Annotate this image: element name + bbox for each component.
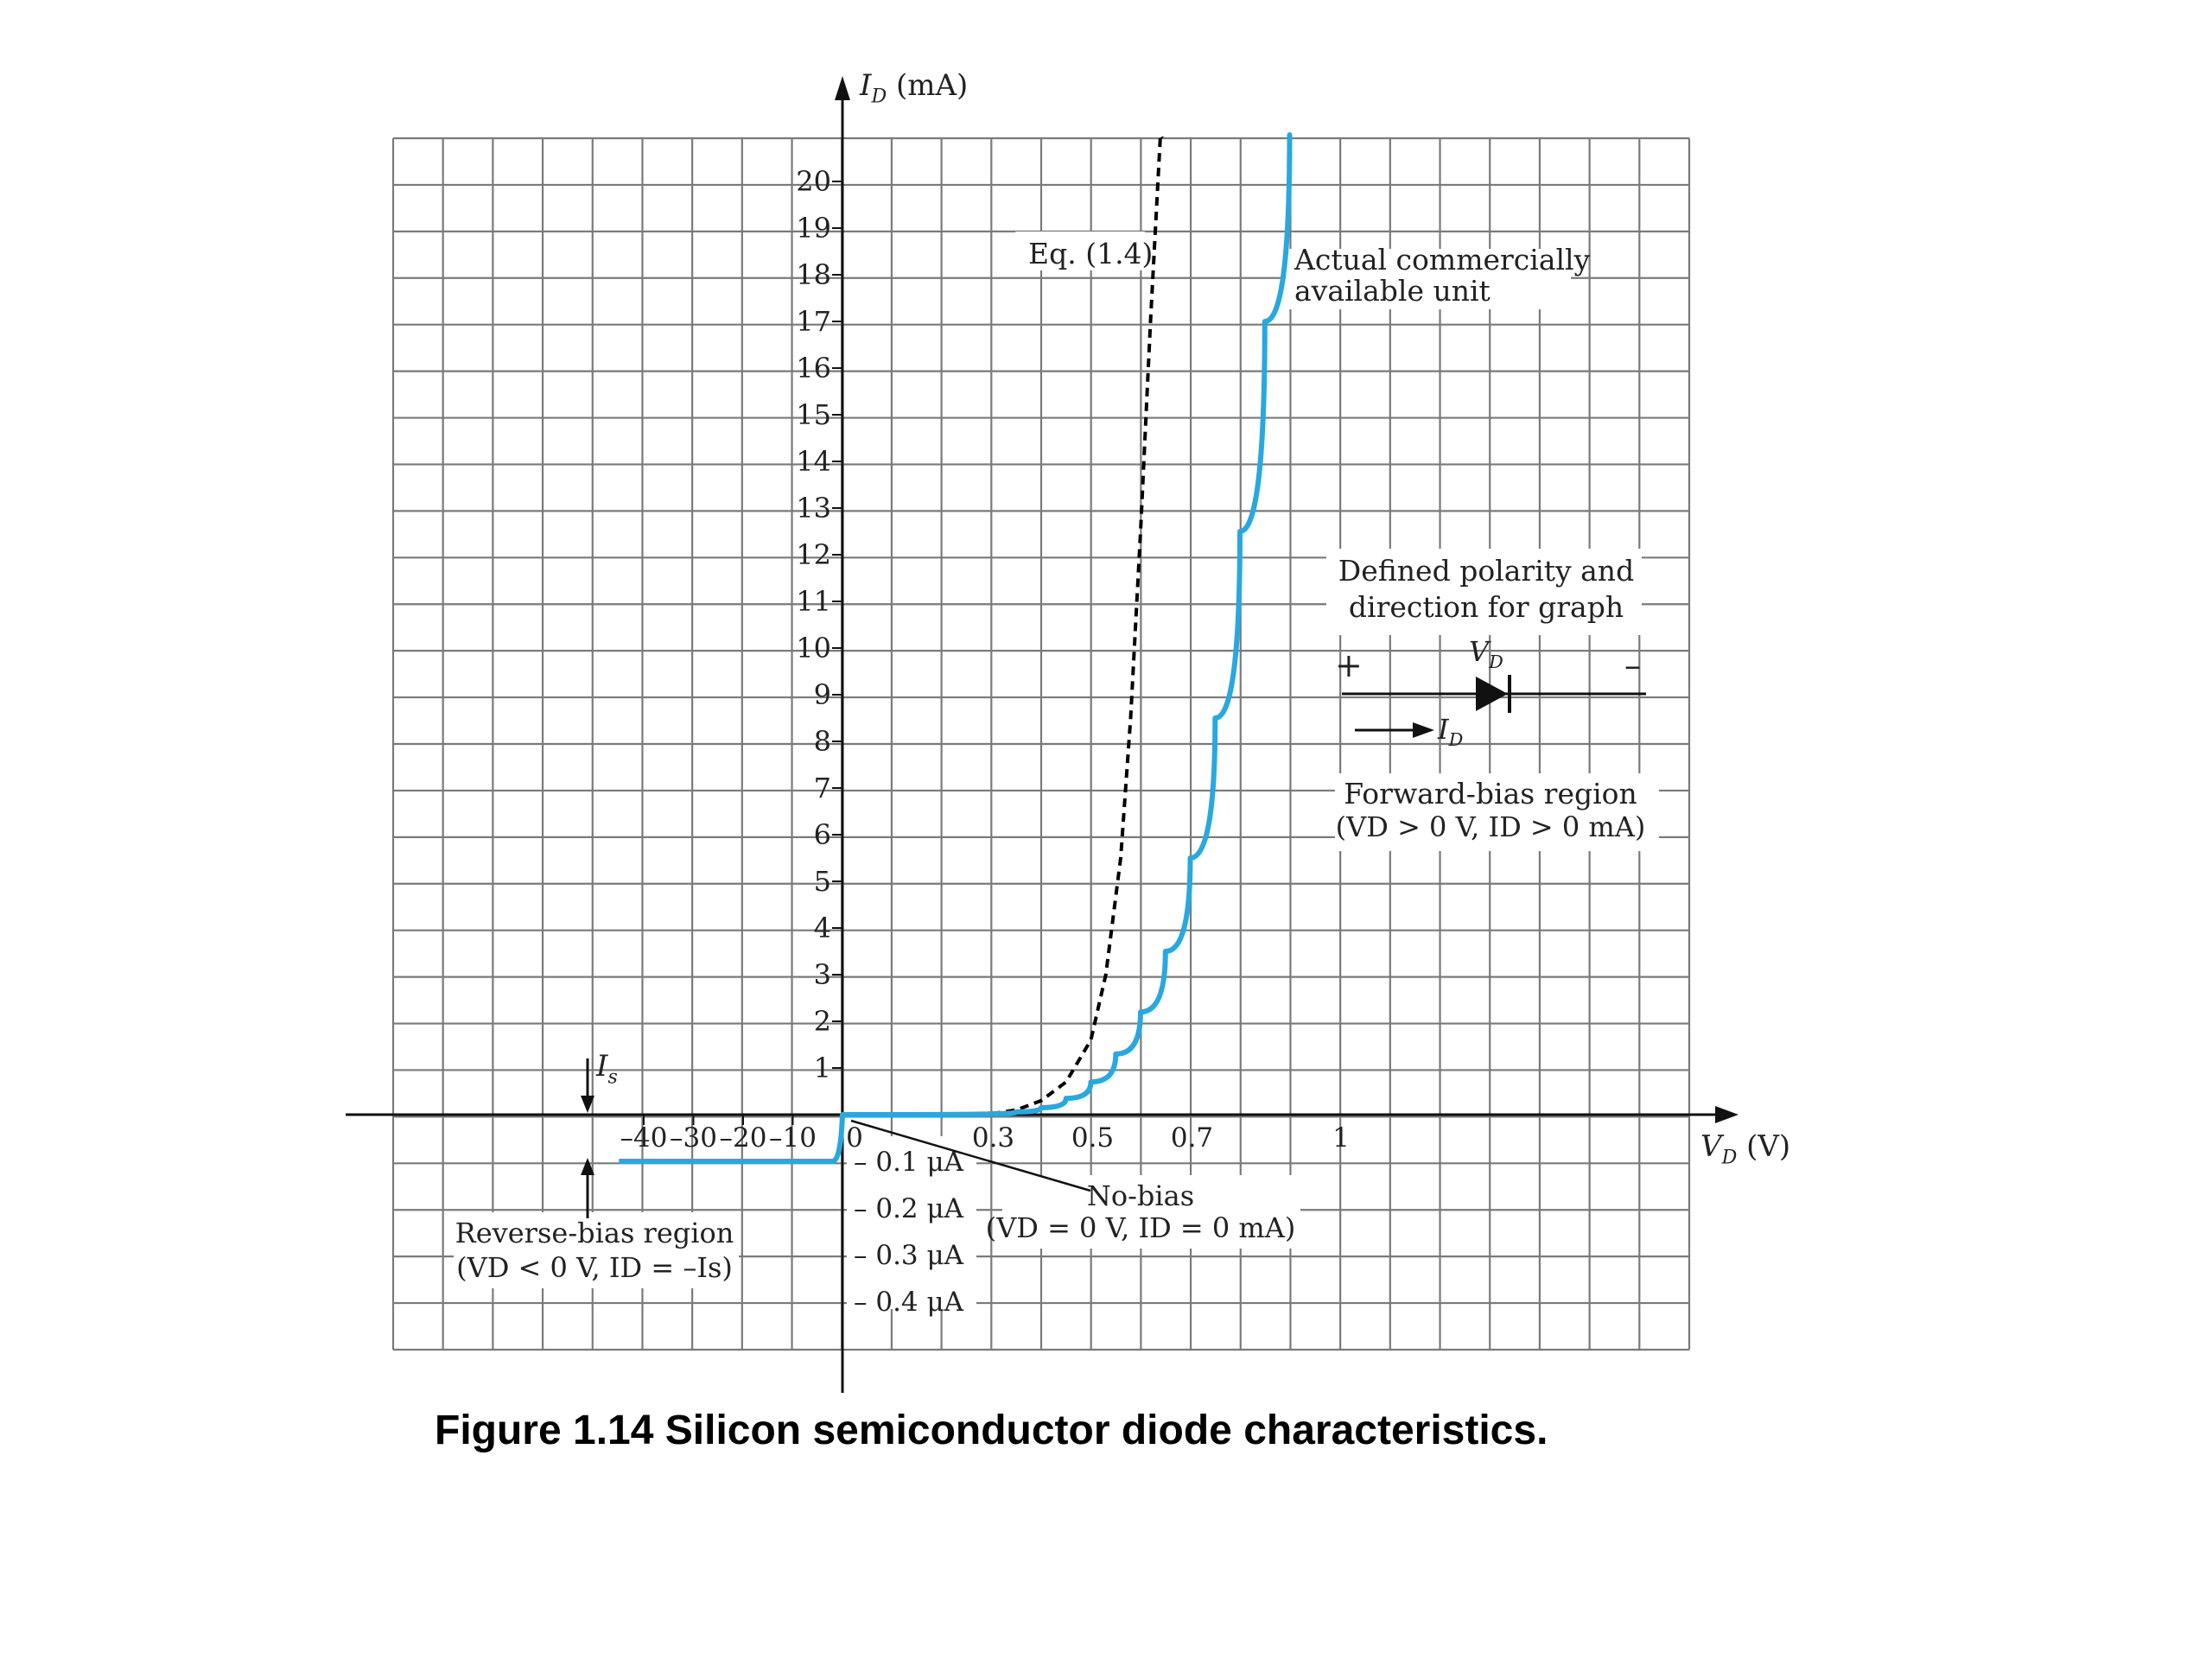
reverse-bias-label-line1: Reverse-bias region (454, 1217, 734, 1249)
y-tick-label: 7 (813, 772, 831, 804)
series-eq-1-4-curve (992, 135, 1163, 1114)
no-bias-label-line1: No-bias (1086, 1179, 1195, 1212)
y-tick-label: 12 (796, 538, 831, 571)
x-pos-tick-label: 0 (846, 1122, 863, 1154)
x-pos-tick-label: 1 (1332, 1122, 1350, 1154)
y-tick-label: 14 (796, 445, 831, 478)
actual-unit-label-line2: available unit (1294, 274, 1491, 308)
figure-caption: Figure 1.14 Silicon semiconductor diode characteristics. (435, 1408, 1548, 1453)
polarity-label-line2: direction for graph (1348, 590, 1624, 624)
actual-unit-label-line1: Actual commercially (1294, 243, 1591, 276)
y-neg-tick-label: – 0.1 μA (854, 1147, 964, 1178)
y-tick-label: 10 (796, 632, 831, 664)
y-tick-label: 5 (813, 865, 831, 898)
x-pos-tick-label: 0.7 (1170, 1122, 1214, 1154)
y-tick-label: 19 (796, 212, 831, 245)
x-pos-tick-label: 0.3 (971, 1122, 1015, 1154)
y-tick-label: 3 (813, 958, 831, 991)
y-tick-label: 8 (813, 725, 831, 758)
x-axis-label: $V_D$ (V) (1700, 1129, 1791, 1169)
y-tick-label: 18 (796, 258, 831, 291)
eq-1-4-label: Eq. (1.4) (1028, 237, 1154, 270)
no-bias-label-line2: (VD = 0 V, ID = 0 mA) (985, 1211, 1296, 1244)
y-tick-label: 17 (796, 305, 831, 338)
diode-symbol-icon (1476, 677, 1508, 711)
x-neg-tick-label: –30 (670, 1122, 717, 1154)
x-neg-tick-label: –20 (719, 1122, 767, 1154)
y-neg-tick-label: – 0.2 μA (854, 1193, 964, 1224)
diode-id-label: $I_D$ (1438, 713, 1464, 750)
y-tick-label: 16 (796, 352, 831, 385)
minus-sign: – (1624, 646, 1641, 684)
reverse-bias-label-line2: (VD < 0 V, ID = –Is) (456, 1251, 733, 1284)
y-tick-label: 4 (813, 912, 831, 944)
y-axis-label: $I_D$ (mA) (860, 68, 969, 108)
y-neg-tick-label: – 0.3 μA (854, 1240, 964, 1271)
x-pos-tick-label: 0.5 (1071, 1122, 1115, 1154)
y-tick-label: 2 (813, 1005, 831, 1038)
forward-bias-label-line1: Forward-bias region (1344, 777, 1637, 810)
x-neg-tick-label: –10 (769, 1122, 817, 1154)
y-tick-label: 6 (813, 818, 831, 851)
y-tick-label: 20 (796, 165, 831, 198)
y-tick-label: 1 (813, 1052, 831, 1084)
y-axis-arrow (835, 76, 850, 100)
y-tick-label: 11 (796, 585, 831, 618)
forward-bias-label-line2: (VD > 0 V, ID > 0 mA) (1335, 810, 1646, 843)
diode-vd-label: $V_D$ (1469, 635, 1503, 672)
series-actual-unit-curve (619, 135, 1289, 1161)
series (619, 135, 1289, 1161)
y-tick-label: 13 (796, 492, 831, 524)
x-axis-arrow (1715, 1106, 1738, 1123)
y-neg-tick-label: – 0.4 μA (854, 1287, 964, 1318)
current-arrow-icon (1413, 722, 1434, 738)
polarity-label-line1: Defined polarity and (1338, 554, 1635, 588)
y-tick-label: 15 (796, 398, 831, 431)
plus-sign: + (1335, 646, 1363, 684)
y-tick-label: 9 (813, 678, 831, 711)
x-neg-tick-label: –40 (620, 1122, 668, 1154)
is-label: $I_s$ (596, 1049, 618, 1089)
